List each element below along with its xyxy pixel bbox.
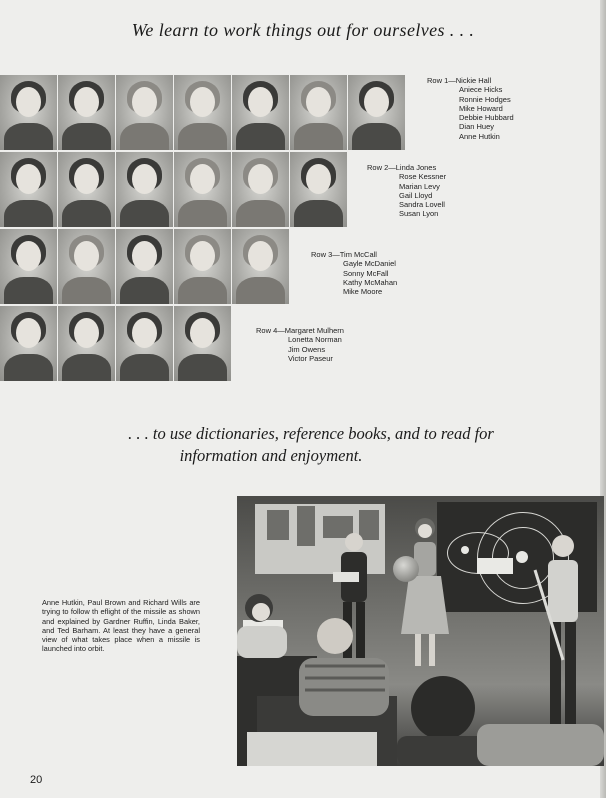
roster-name: Marian Levy <box>399 181 440 191</box>
portrait <box>174 229 231 304</box>
page-number: 20 <box>30 774 43 786</box>
portrait <box>232 229 289 304</box>
portrait <box>0 229 57 304</box>
roster-row-4 <box>256 326 344 363</box>
subheading-line-1: . . . to use dictionaries, reference books, and to read for <box>128 424 494 443</box>
subheading-line-2: information and enjoyment. <box>179 446 363 465</box>
portrait <box>116 75 173 150</box>
globe <box>393 556 419 582</box>
roster-name: Gayle McDaniel <box>343 259 396 269</box>
poster <box>297 506 315 546</box>
portrait <box>0 306 57 381</box>
roster-name: Mike Moore <box>343 287 383 297</box>
portrait <box>290 75 347 150</box>
roster-name: Gail Lloyd <box>399 190 433 200</box>
roster-row-label: Row 1—Nickie Hall <box>427 76 492 85</box>
seated-student <box>285 606 395 716</box>
roster-name: Rose Kessner <box>399 172 447 182</box>
portrait <box>58 306 115 381</box>
roster-name: Victor Paseur <box>288 353 333 363</box>
roster-name: Ronnie Hodges <box>459 94 511 104</box>
portrait <box>232 152 289 227</box>
roster-row-3 <box>311 250 397 296</box>
poster <box>267 510 289 540</box>
roster-name: Aniece Hicks <box>459 85 503 95</box>
roster-name: Jim Owens <box>288 344 326 354</box>
roster-name: Sandra Lovell <box>399 200 445 210</box>
portrait <box>174 75 231 150</box>
roster-name: Debbie Hubbard <box>459 113 514 123</box>
roster-row-label: Row 3—Tim McCall <box>311 250 377 259</box>
portrait <box>290 152 347 227</box>
portrait <box>348 75 405 150</box>
roster-row-2 <box>367 163 446 219</box>
portrait <box>58 75 115 150</box>
roster-name: Dian Huey <box>459 122 495 132</box>
roster-row-label: Row 4—Margaret Mulhern <box>256 326 344 335</box>
portrait <box>0 152 57 227</box>
portrait <box>174 306 231 381</box>
portrait <box>116 229 173 304</box>
roster-name: Sonny McFall <box>343 268 389 278</box>
seated-student <box>477 714 604 766</box>
page-headline: We learn to work things out for ourselves . . . <box>131 20 475 40</box>
roster-name: Anne Hutkin <box>459 131 500 141</box>
portrait <box>58 152 115 227</box>
roster-name: Lonetta Norman <box>288 335 342 345</box>
portrait <box>0 75 57 150</box>
open-book <box>247 732 377 766</box>
roster-name: Susan Lyon <box>399 209 439 219</box>
portrait <box>174 152 231 227</box>
portrait <box>116 306 173 381</box>
classroom-photo <box>237 496 604 766</box>
portrait <box>58 229 115 304</box>
photo-caption: Anne Hutkin, Paul Brown and Richard Wills are trying to follow th eflight of the missile as shown and explained by Gardner Ruffin, Linda Baker, and Ted Barham. At least they have a general view of what takes place when a missile is launched into orbit. <box>42 598 200 654</box>
portrait <box>116 152 173 227</box>
roster-row-label: Row 2—Linda Jones <box>367 163 437 172</box>
standing-student <box>395 514 455 674</box>
portrait <box>232 75 289 150</box>
chart-label <box>477 558 513 574</box>
roster-name: Kathy McMahan <box>343 277 398 287</box>
roster-row-1 <box>427 76 514 141</box>
roster-name: Mike Howard <box>459 103 503 113</box>
